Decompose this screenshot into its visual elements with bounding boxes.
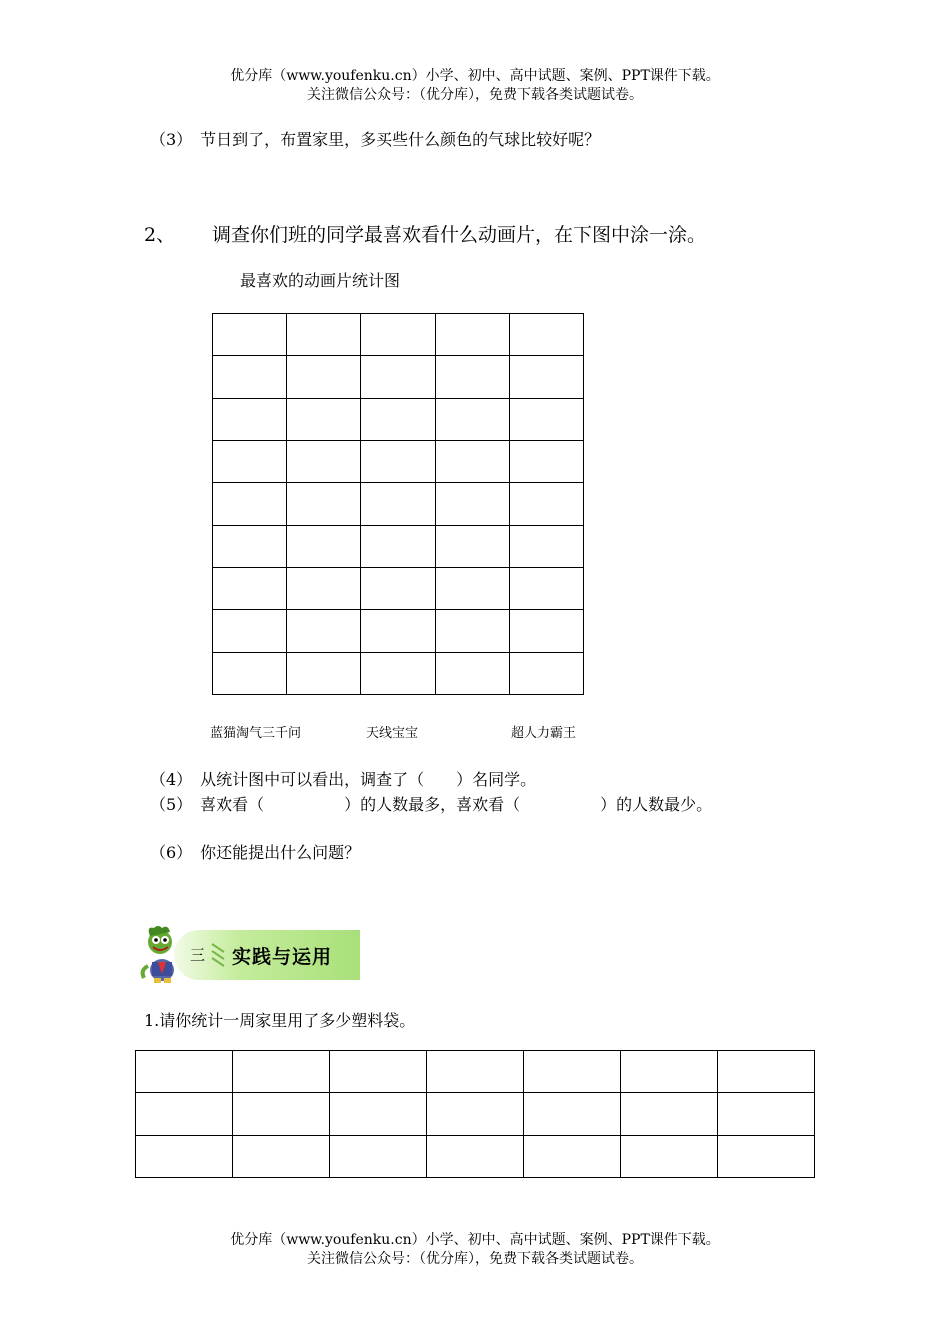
section-3-banner (174, 930, 360, 980)
question-4: （4） 从统计图中可以看出，调查了（ ）名同学。 (150, 770, 537, 789)
header-line-1: 优分库（www.youfenku.cn）小学、初中、高中试题、案例、PPT课件下载。 (230, 68, 720, 84)
question-6: （6） 你还能提出什么问题？ (150, 843, 361, 862)
practice-question-1: 1.请你统计一周家里用了多少塑料袋。 (144, 1011, 416, 1030)
header-line-2: 关注微信公众号：（优分库），免费下载各类试题试卷。 (307, 87, 643, 103)
plastic-bag-table[interactable] (135, 1050, 815, 1178)
section-3-number: 三 (190, 946, 206, 964)
category-label-1: 蓝猫淘气三千问 (210, 726, 302, 741)
footer-line-1: 优分库（www.youfenku.cn）小学、初中、高中试题、案例、PPT课件下载。 (230, 1232, 720, 1248)
question-2-prompt: 调查你们班的同学最喜欢看什么动画片，在下图中涂一涂。 (212, 224, 707, 246)
question-5: （5） 喜欢看（ ）的人数最多，喜欢看（ ）的人数最少。 (150, 795, 713, 814)
footer-line-2: 关注微信公众号：（优分库），免费下载各类试题试卷。 (307, 1251, 643, 1267)
question-3: （3） 节日到了，布置家里，多买些什么颜色的气球比较好呢？ (150, 130, 601, 149)
statistics-chart-grid[interactable] (212, 313, 584, 695)
chart-title: 最喜欢的动画片统计图 (240, 271, 401, 290)
category-label-2: 天线宝宝 (366, 726, 419, 741)
category-label-3: 超人力霸王 (511, 726, 577, 741)
question-2-number: 2、 (144, 224, 176, 246)
stripes-icon (210, 940, 226, 970)
section-3-title: 实践与运用 (232, 946, 333, 968)
